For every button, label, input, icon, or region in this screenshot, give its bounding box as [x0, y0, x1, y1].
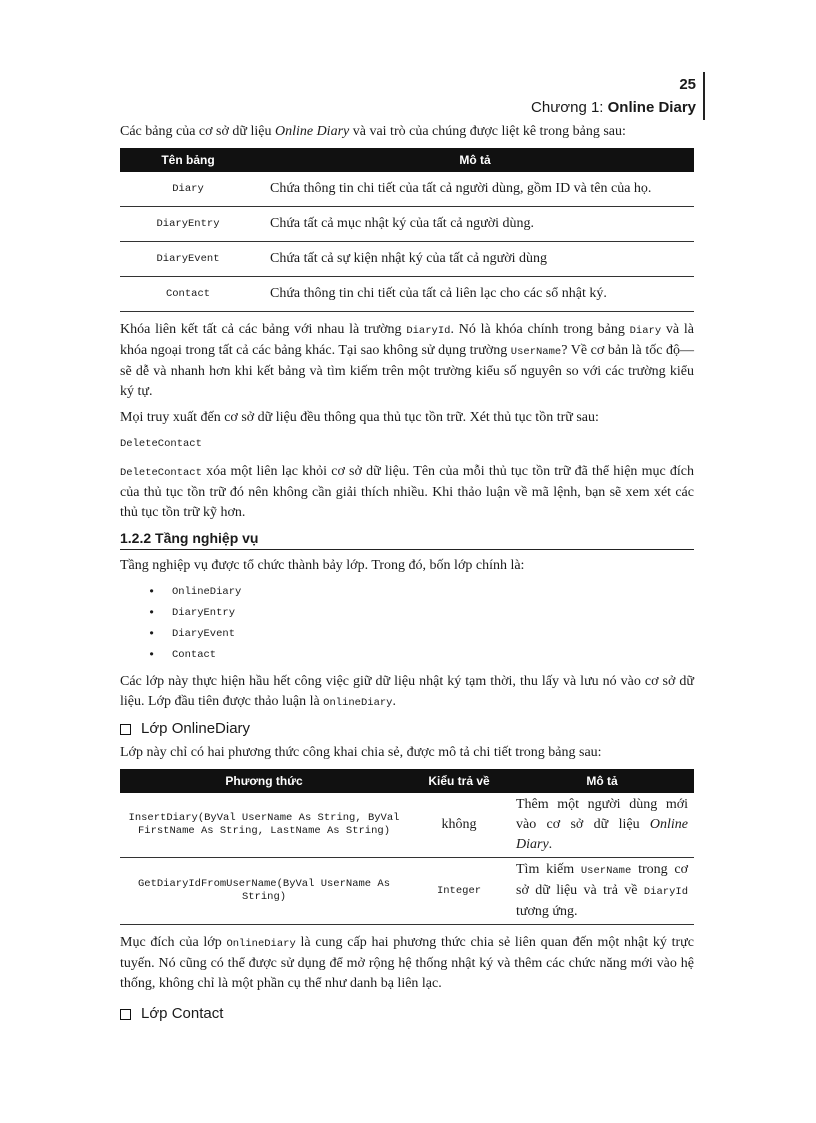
table-desc-cell: Chứa tất cả mục nhật ký của tất cả người dùng.: [256, 207, 694, 242]
tables-table: [120, 148, 694, 312]
section-heading: 1.2.2 Tầng nghiệp vụ: [120, 529, 694, 550]
method-desc-cell: Tìm kiếm UserName trong cơ sở dữ liệu và trả về DiaryId tương ứng.: [510, 858, 694, 925]
table-desc-cell: Chứa thông tin chi tiết của tất cả liên lạc cho các sổ nhật ký.: [256, 277, 694, 312]
code-line: DeleteContact: [120, 438, 202, 450]
checkbox-square-icon: [120, 724, 131, 735]
table-header-row: [120, 148, 694, 172]
table-row: [120, 277, 694, 312]
col-header-method: Phương thức: [120, 769, 408, 793]
table-row: [120, 793, 694, 858]
class-list: [120, 582, 694, 666]
list-item: • OnlineDiary: [148, 582, 694, 603]
method-cell: GetDiaryIdFromUserName(ByVal UserName As String): [120, 858, 408, 925]
list-item: • DiaryEntry: [148, 603, 694, 624]
col-header-return-type: Kiểu trả về: [408, 769, 510, 793]
purpose-paragraph: Mục đích của lớp OnlineDiary là cung cấp hai phương thức chia sẻ liên quan đến một nhật ký trực tuyến. Nó cũng có thể được sử dụng để mở rộng hệ thống nhật ký và thêm các chức năng mới vào hệ thống, không chỉ là một phần cụ thể như danh bạ liên lạc.: [120, 935, 694, 991]
table-name-cell: DiaryEvent: [120, 242, 256, 277]
table-header-row: [120, 769, 694, 793]
subheading-contact: Lớp Contact: [120, 1004, 694, 1024]
key-paragraph: Khóa liên kết tất cả các bảng với nhau là trường DiaryId. Nó là khóa chính trong bảng Diary và là khóa ngoại trong tất cả các bảng khác. Tại sao không sử dụng trường UserName? Về cơ bản là tốc độ—sẽ dễ và nhanh hơn khi kết bảng và tìm kiếm trên một trường kiểu số nguyên so với các trường kiểu ký tự.: [120, 322, 695, 399]
page-body: [120, 122, 694, 1028]
table-name-cell: DiaryEntry: [120, 207, 256, 242]
return-type-cell: không: [408, 793, 510, 858]
chapter-title: Chương 1: Online Diary: [531, 99, 696, 116]
business-paragraph: Tầng nghiệp vụ được tổ chức thành bảy lớp. Trong đó, bốn lớp chính là:: [120, 558, 525, 573]
table-row: [120, 858, 694, 925]
table-row: [120, 207, 694, 242]
method-cell: InsertDiary(ByVal UserName As String, ByVal FirstName As String, LastName As String): [120, 793, 408, 858]
table-row: [120, 242, 694, 277]
access-paragraph: Mọi truy xuất đến cơ sở dữ liệu đều thông qua thủ tục tồn trữ. Xét thủ tục tồn trữ sau:: [120, 410, 599, 425]
table-name-cell: Contact: [120, 277, 256, 312]
list-item: • Contact: [148, 645, 694, 666]
method-desc-cell: Thêm một người dùng mới vào cơ sở dữ liệu Online Diary.: [510, 793, 694, 858]
table-row: [120, 172, 694, 207]
col-header-description: Mô tả: [510, 769, 694, 793]
table-desc-cell: Chứa tất cả sự kiện nhật ký của tất cả người dùng: [256, 242, 694, 277]
table-desc-cell: Chứa thông tin chi tiết của tất cả người dùng, gồm ID và tên của họ.: [256, 172, 694, 207]
methods-table: [120, 769, 694, 925]
list-item: • DiaryEvent: [148, 624, 694, 645]
intro-paragraph: Các bảng của cơ sở dữ liệu Online Diary và vai trò của chúng được liệt kê trong bảng sau:: [120, 124, 626, 139]
page-number: 25: [679, 76, 696, 93]
table-name-cell: Diary: [120, 172, 256, 207]
delete-paragraph: DeleteContact xóa một liên lạc khỏi cơ sở dữ liệu. Tên của mỗi thủ tục tồn trữ đã thể hiện mục đích của thủ tục tồn trữ đó nên không cần giải thích nhiều. Khi thảo luận về mã lệnh, bạn sẽ xem xét các thủ tục tồn trữ kỹ hơn.: [120, 464, 694, 520]
classes-paragraph: Các lớp này thực hiện hầu hết công việc giữ dữ liệu nhật ký tạm thời, thu lấy và lưu nó vào cơ sở dữ liệu. Lớp đầu tiên được thảo luận là OnlineDiary.: [120, 674, 694, 709]
col-header-table-name: Tên bảng: [120, 148, 256, 172]
subheading-onlinediary: Lớp OnlineDiary: [120, 719, 694, 739]
page-header: [531, 76, 704, 118]
checkbox-square-icon: [120, 1009, 131, 1020]
col-header-description: Mô tả: [256, 148, 694, 172]
methods-intro-paragraph: Lớp này chỉ có hai phương thức công khai chia sẻ, được mô tả chi tiết trong bảng sau:: [120, 745, 602, 760]
return-type-cell: Integer: [408, 858, 510, 925]
